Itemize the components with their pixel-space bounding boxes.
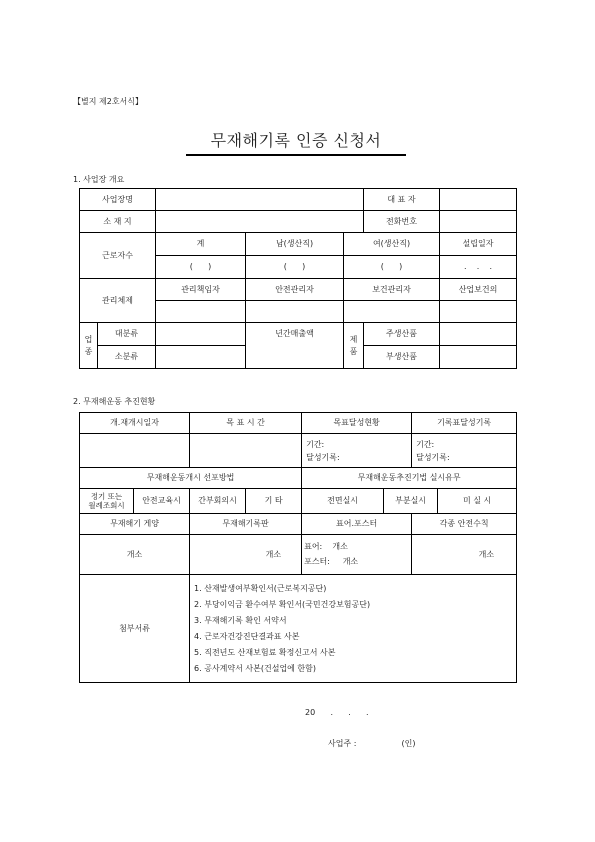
attachments-list xyxy=(190,575,517,683)
announce-method-label: 무재해운동개시 선포방법 xyxy=(80,468,302,489)
attachment-item: 4. 근로자건강진단결과표 사본 xyxy=(194,631,300,641)
health-officer-label: 보건관리자 xyxy=(344,279,440,301)
sub-product-field[interactable] xyxy=(440,346,517,369)
other-option[interactable]: 기 타 xyxy=(246,489,302,514)
part-impl-option[interactable]: 부분실시 xyxy=(384,489,438,514)
signboard-label: 무재해기 게양 xyxy=(80,514,190,535)
year-prefix: 20 xyxy=(305,708,316,717)
safety-edu-option[interactable]: 안전교육시 xyxy=(134,489,190,514)
all-impl-option[interactable]: 전면실시 xyxy=(302,489,384,514)
phone-field[interactable] xyxy=(440,211,517,233)
target-status-field[interactable] xyxy=(302,434,412,468)
workers-total-label: 계 xyxy=(156,233,246,256)
workplace-name-field[interactable] xyxy=(156,189,364,211)
temp-meeting-text: 월례조회시 xyxy=(88,501,125,510)
poster-count: 개소 xyxy=(342,556,359,566)
slogan-count: 개소 xyxy=(332,542,348,552)
workers-female-label: 여(생산직) xyxy=(344,233,440,256)
workers-total-field[interactable]: ( ) xyxy=(156,256,246,279)
record-status-label: 기록표달성기록 xyxy=(412,413,517,434)
record-achieved-label: 달성기록: xyxy=(416,453,450,463)
industrial-doctor-label: 산업보건의 xyxy=(440,279,517,301)
health-officer-field[interactable] xyxy=(344,301,440,323)
major-class-field[interactable] xyxy=(156,323,246,346)
workers-male-field[interactable]: ( ) xyxy=(246,256,344,279)
safety-manager-head-label: 관리책임자 xyxy=(156,279,246,301)
workers-label: 근로자수 xyxy=(80,233,156,279)
technique-label: 무재해운동추진기법 실시유무 xyxy=(302,468,517,489)
industry-char-1: 업 xyxy=(84,334,93,344)
product-char-1: 제 xyxy=(349,334,358,344)
poster-field[interactable] xyxy=(302,535,412,575)
start-date-field[interactable] xyxy=(80,434,190,468)
record-period-label: 기간: xyxy=(416,440,435,450)
safety-manager-head-field[interactable] xyxy=(156,301,246,323)
poster-label: 표어.포스터 xyxy=(302,514,412,535)
annual-sales-label: 년간매출액 xyxy=(246,323,344,369)
minor-class-field[interactable] xyxy=(156,346,246,369)
attachment-item: 5. 직전년도 산재보험료 확정신고서 사본 xyxy=(194,647,336,657)
industry-char-2: 종 xyxy=(84,346,93,356)
section2-heading: 2. 무재해운동 추진현황 xyxy=(73,397,156,406)
product-char-2: 품 xyxy=(349,346,358,356)
section1-heading: 1. 사업장 개요 xyxy=(73,175,125,184)
attachment-item: 1. 산재발생여부확인서(근로복지공단) xyxy=(194,583,327,593)
target-achieved-label: 달성기록: xyxy=(306,453,340,463)
safety-officer-label: 안전관리자 xyxy=(246,279,344,301)
representative-label: 대 표 자 xyxy=(364,189,440,211)
safety-officer-field[interactable] xyxy=(246,301,344,323)
sub-product-label: 부생산품 xyxy=(364,346,440,369)
workplace-name-label: 사업장명 xyxy=(80,189,156,211)
page-title: 무재해기록 인증 신청서 xyxy=(186,128,406,156)
workers-male-label: 남(생산직) xyxy=(246,233,344,256)
address-label: 소 재 지 xyxy=(80,211,156,233)
phone-label: 전화번호 xyxy=(364,211,440,233)
slogan-label: 표어: xyxy=(304,542,323,552)
target-time-field[interactable] xyxy=(190,434,302,468)
product-label xyxy=(344,323,364,369)
regular-or-text: 정기 또는 xyxy=(90,492,123,501)
industrial-doctor-field[interactable] xyxy=(440,301,517,323)
main-product-field[interactable] xyxy=(440,323,517,346)
record-board-field[interactable]: 개소 xyxy=(190,535,302,575)
application-date[interactable] xyxy=(305,708,369,717)
minor-class-label: 소분류 xyxy=(98,346,156,369)
signature-line[interactable] xyxy=(328,738,416,749)
main-product-label: 주생산품 xyxy=(364,323,440,346)
target-time-label: 목 표 시 간 xyxy=(190,413,302,434)
record-board-label: 무재해기록판 xyxy=(190,514,302,535)
date-dots: . . . xyxy=(330,708,369,717)
target-period-label: 기간: xyxy=(306,440,325,450)
seal-label: (인) xyxy=(401,739,416,748)
applicant-label: 사업주 : xyxy=(328,739,357,748)
major-class-label: 대분류 xyxy=(98,323,156,346)
rules-field[interactable]: 개소 xyxy=(412,535,517,575)
start-date-label: 개.재개시일자 xyxy=(80,413,190,434)
signboard-field[interactable]: 개소 xyxy=(80,535,190,575)
representative-field[interactable] xyxy=(440,189,517,211)
rules-label: 각종 안전수칙 xyxy=(412,514,517,535)
target-status-label: 목표달성현황 xyxy=(302,413,412,434)
attachment-item: 2. 부당이익금 환수여부 확인서(국민건강보험공단) xyxy=(194,599,371,609)
attachments-label: 첨부서류 xyxy=(80,575,190,683)
management-label: 관리체제 xyxy=(80,279,156,323)
workers-female-field[interactable]: ( ) xyxy=(344,256,440,279)
attachment-item: 6. 공사계약서 사본(건설업에 한함) xyxy=(194,663,317,673)
exec-meeting-option[interactable]: 간부회의시 xyxy=(190,489,246,514)
established-date-label: 설립일자 xyxy=(440,233,517,256)
form-number-label: 【별지 제2호서식】 xyxy=(73,97,144,106)
industry-label xyxy=(80,323,98,369)
workplace-overview-table xyxy=(79,188,517,369)
established-date-field[interactable]: . . . xyxy=(440,256,517,279)
address-field[interactable] xyxy=(156,211,364,233)
poster-count-label: 포스터: xyxy=(304,556,330,566)
record-status-field[interactable] xyxy=(412,434,517,468)
attachment-item: 3. 무재해기록 확인 서약서 xyxy=(194,615,287,625)
campaign-status-table xyxy=(79,412,517,683)
not-impl-option[interactable]: 미 실 시 xyxy=(438,489,517,514)
regular-meeting-option[interactable] xyxy=(80,489,134,514)
